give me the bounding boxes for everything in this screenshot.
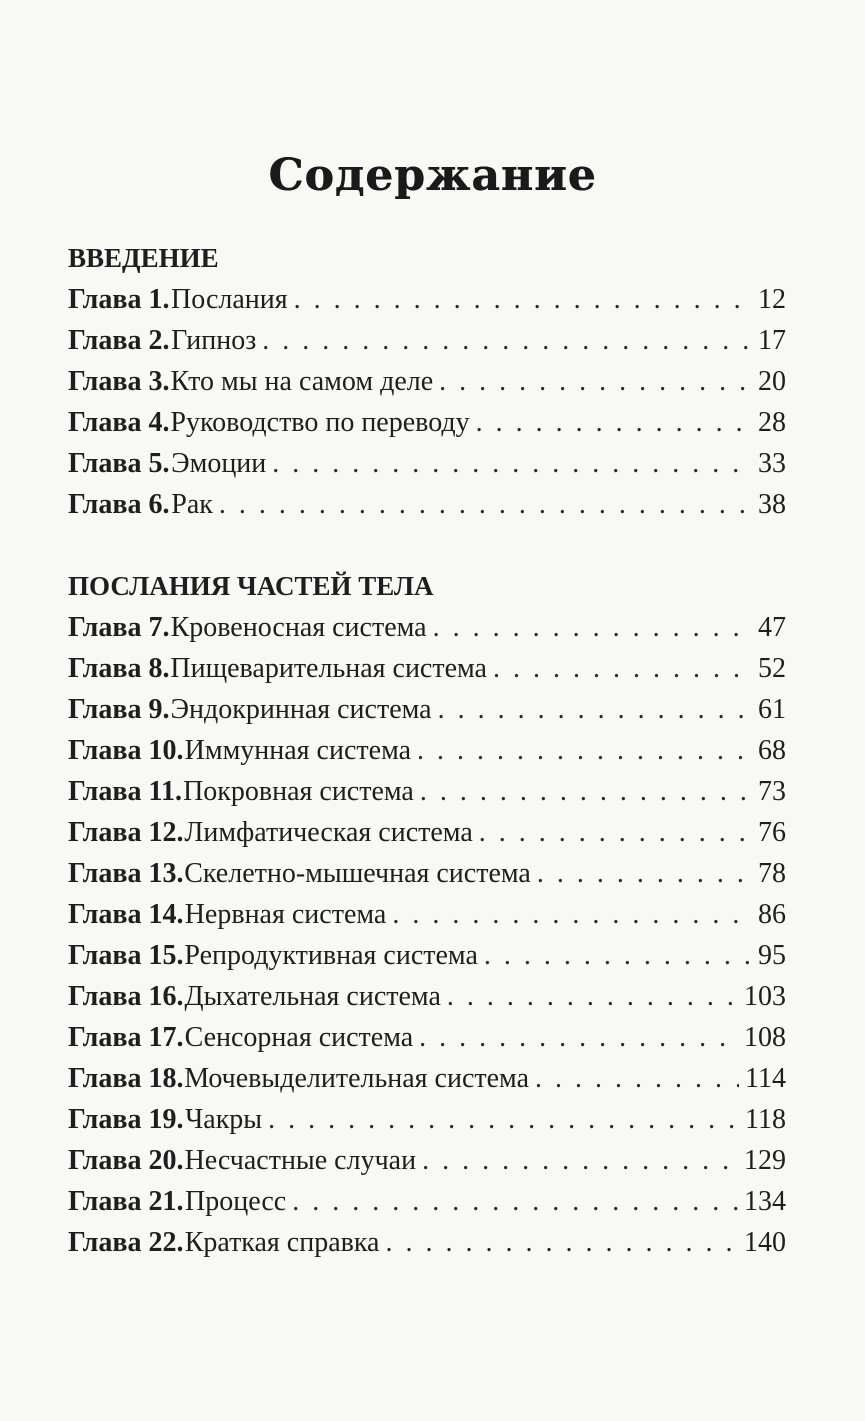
dot-leader — [476, 402, 752, 443]
chapter-title: Иммунная система — [184, 735, 412, 766]
section-body-parts-entries — [68, 607, 786, 1263]
chapter-title: Краткая справка — [184, 1227, 380, 1258]
section-introduction-entries — [68, 279, 786, 525]
toc-entry — [68, 1058, 786, 1099]
chapter-label: Глава 3. — [68, 366, 170, 397]
page-number: 73 — [758, 776, 786, 807]
chapter-label: Глава 9. — [68, 694, 170, 725]
page-number: 114 — [745, 1063, 786, 1094]
dot-leader — [268, 1099, 739, 1140]
toc-entry — [68, 1140, 786, 1181]
chapter-label: Глава 10. — [68, 735, 184, 766]
toc-entry — [68, 320, 786, 361]
toc-entry — [68, 402, 786, 443]
chapter-label: Глава 6. — [68, 489, 170, 520]
toc-entry — [68, 1181, 786, 1222]
toc-entry — [68, 607, 786, 648]
chapter-label: Глава 13. — [68, 858, 184, 889]
dot-leader — [292, 1181, 738, 1222]
dot-leader — [294, 279, 752, 320]
toc-entry — [68, 484, 786, 525]
dot-leader — [537, 853, 752, 894]
table-of-contents — [68, 238, 786, 1263]
chapter-label: Глава 7. — [68, 612, 170, 643]
chapter-label: Глава 20. — [68, 1145, 184, 1176]
chapter-title: Лимфатическая система — [184, 817, 473, 848]
chapter-label: Глава 8. — [68, 653, 170, 684]
chapter-label: Глава 16. — [68, 981, 184, 1012]
dot-leader — [392, 894, 752, 935]
toc-entry — [68, 894, 786, 935]
chapter-title: Эмоции — [171, 448, 267, 479]
chapter-title: Сенсорная система — [184, 1022, 414, 1053]
page-number: 12 — [758, 284, 786, 315]
chapter-label: Глава 2. — [68, 325, 170, 356]
chapter-label: Глава 1. — [68, 284, 170, 315]
dot-leader — [272, 443, 752, 484]
page-number: 86 — [758, 899, 786, 930]
chapter-title: Покровная система — [183, 776, 414, 807]
page-number: 17 — [758, 325, 786, 356]
page-number: 20 — [758, 366, 786, 397]
page-number: 78 — [758, 858, 786, 889]
chapter-label: Глава 14. — [68, 899, 184, 930]
page-number: 118 — [745, 1104, 786, 1135]
chapter-title: Нервная система — [184, 899, 387, 930]
page-number: 38 — [758, 489, 786, 520]
chapter-title: Кровеносная система — [170, 612, 427, 643]
dot-leader — [422, 1140, 738, 1181]
page-number: 61 — [758, 694, 786, 725]
chapter-label: Глава 18. — [68, 1063, 184, 1094]
chapter-label: Глава 11. — [68, 776, 182, 807]
chapter-title: Кто мы на самом деле — [170, 366, 434, 397]
dot-leader — [438, 689, 752, 730]
page-number: 68 — [758, 735, 786, 766]
dot-leader — [479, 812, 752, 853]
chapter-title: Пищеварительная система — [170, 653, 487, 684]
page-number: 108 — [744, 1022, 786, 1053]
toc-entry — [68, 976, 786, 1017]
chapter-label: Глава 22. — [68, 1227, 184, 1258]
toc-entry — [68, 361, 786, 402]
chapter-title: Рак — [171, 489, 213, 520]
chapter-label: Глава 5. — [68, 448, 170, 479]
chapter-title: Процесс — [185, 1186, 287, 1217]
page-number: 33 — [758, 448, 786, 479]
chapter-label: Глава 21. — [68, 1186, 184, 1217]
toc-entry — [68, 648, 786, 689]
toc-entry — [68, 935, 786, 976]
chapter-title: Эндокринная система — [170, 694, 432, 725]
chapter-title: Репродуктивная система — [184, 940, 478, 971]
dot-leader — [535, 1058, 739, 1099]
chapter-title: Несчастные случаи — [184, 1145, 417, 1176]
page-number: 47 — [758, 612, 786, 643]
dot-leader — [484, 935, 752, 976]
dot-leader — [433, 607, 752, 648]
toc-entry — [68, 689, 786, 730]
page-number: 28 — [758, 407, 786, 438]
page-number: 76 — [758, 817, 786, 848]
dot-leader — [447, 976, 738, 1017]
toc-entry — [68, 812, 786, 853]
chapter-label: Глава 19. — [68, 1104, 184, 1135]
page-number: 95 — [758, 940, 786, 971]
section-heading-body-parts: ПОСЛАНИЯ ЧАСТЕЙ ТЕЛА — [68, 571, 434, 601]
dot-leader — [439, 361, 752, 402]
chapter-label: Глава 12. — [68, 817, 184, 848]
dot-leader — [262, 320, 752, 361]
chapter-label: Глава 17. — [68, 1022, 184, 1053]
dot-leader — [493, 648, 752, 689]
toc-entry — [68, 443, 786, 484]
page-number: 129 — [744, 1145, 786, 1176]
toc-entry — [68, 1222, 786, 1263]
toc-entry — [68, 730, 786, 771]
chapter-label: Глава 15. — [68, 940, 184, 971]
page-number: 103 — [744, 981, 786, 1012]
chapter-title: Гипноз — [171, 325, 257, 356]
chapter-title: Послания — [171, 284, 288, 315]
toc-entry — [68, 1017, 786, 1058]
dot-leader — [417, 730, 752, 771]
page-number: 52 — [757, 653, 786, 684]
page-number: 140 — [744, 1227, 786, 1258]
chapter-title: Чакры — [185, 1104, 263, 1135]
dot-leader — [420, 771, 752, 812]
toc-entry — [68, 771, 786, 812]
dot-leader — [385, 1222, 738, 1263]
chapter-title: Мочевыделительная система — [184, 1063, 529, 1094]
chapter-label: Глава 4. — [68, 407, 170, 438]
dot-leader — [219, 484, 752, 525]
toc-entry — [68, 1099, 786, 1140]
toc-entry — [68, 279, 786, 320]
toc-entry — [68, 853, 786, 894]
page-number: 134 — [744, 1186, 786, 1217]
page-title: Содержание — [268, 150, 597, 201]
chapter-title: Руководство по переводу — [170, 407, 470, 438]
dot-leader — [419, 1017, 738, 1058]
section-heading-introduction: ВВЕДЕНИЕ — [68, 243, 219, 273]
chapter-title: Скелетно-мышечная система — [184, 858, 531, 889]
chapter-title: Дыхательная система — [184, 981, 441, 1012]
